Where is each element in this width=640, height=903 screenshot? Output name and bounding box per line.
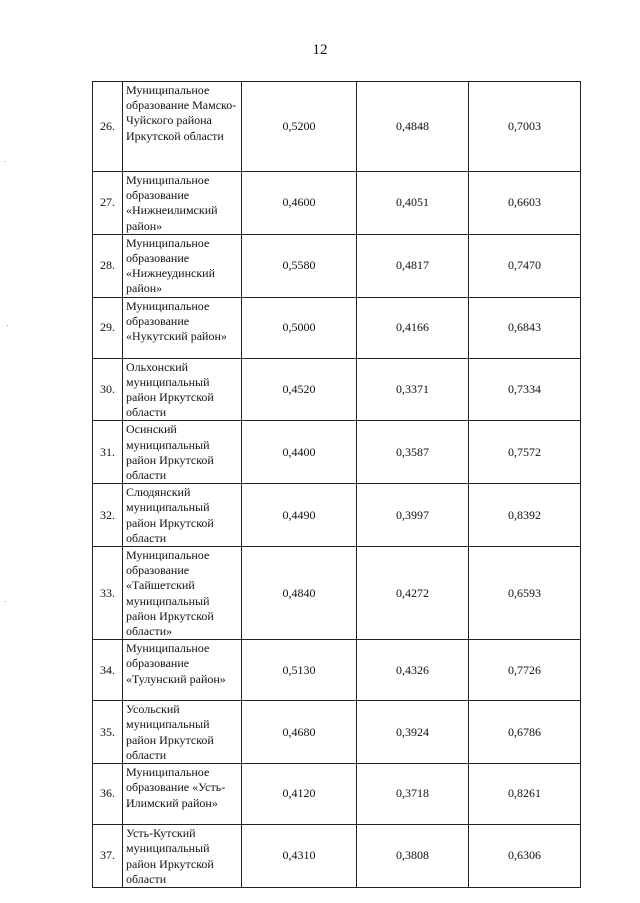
table-row [93, 764, 581, 825]
table-row [93, 484, 581, 547]
row-number: 32. [93, 484, 123, 547]
value-col-1: 0,4310 [242, 825, 357, 888]
value-col-2: 0,3997 [357, 484, 469, 547]
municipality-name: Усольский муниципальный район Иркутской области [123, 701, 242, 764]
value-col-1: 0,4520 [242, 358, 357, 421]
value-col-2: 0,3924 [357, 701, 469, 764]
row-number: 37. [93, 825, 123, 888]
value-col-2: 0,4848 [357, 82, 469, 172]
row-number: 35. [93, 701, 123, 764]
value-col-3: 0,6593 [469, 547, 581, 640]
value-col-2: 0,3808 [357, 825, 469, 888]
table-row [93, 358, 581, 421]
table-row [93, 172, 581, 235]
table-row [93, 825, 581, 888]
value-col-3: 0,6306 [469, 825, 581, 888]
value-col-2: 0,3371 [357, 358, 469, 421]
value-col-2: 0,4817 [357, 234, 469, 297]
value-col-3: 0,6843 [469, 297, 581, 358]
municipality-name: Муниципальное образование «Усть-Илимский район» [123, 764, 242, 825]
value-col-3: 0,7334 [469, 358, 581, 421]
scan-speck [5, 601, 6, 602]
municipality-name: Ольхонский муниципальный район Иркутской области [123, 358, 242, 421]
row-number: 28. [93, 234, 123, 297]
municipality-name: Муниципальное образование «Нижнеилимский район» [123, 172, 242, 235]
municipality-name: Слюдянский муниципальный район Иркутской области [123, 484, 242, 547]
value-col-1: 0,5200 [242, 82, 357, 172]
page-number: 12 [312, 42, 328, 58]
value-col-3: 0,8261 [469, 764, 581, 825]
table-row [93, 701, 581, 764]
value-col-1: 0,4680 [242, 701, 357, 764]
value-col-3: 0,7726 [469, 640, 581, 701]
row-number: 27. [93, 172, 123, 235]
value-col-2: 0,4272 [357, 547, 469, 640]
value-col-2: 0,4051 [357, 172, 469, 235]
table-row [93, 421, 581, 484]
value-col-3: 0,7003 [469, 82, 581, 172]
row-number: 26. [93, 82, 123, 172]
value-col-2: 0,4326 [357, 640, 469, 701]
municipality-name: Муниципальное образование «Нижнеудинский район» [123, 234, 242, 297]
value-col-2: 0,4166 [357, 297, 469, 358]
table-row [93, 234, 581, 297]
value-col-1: 0,5000 [242, 297, 357, 358]
value-col-1: 0,5130 [242, 640, 357, 701]
row-number: 36. [93, 764, 123, 825]
municipal-coefficients-table [92, 81, 581, 888]
value-col-3: 0,7470 [469, 234, 581, 297]
row-number: 34. [93, 640, 123, 701]
municipality-name: Осинский муниципальный район Иркутской области [123, 421, 242, 484]
row-number: 30. [93, 358, 123, 421]
value-col-3: 0,6603 [469, 172, 581, 235]
scan-speck [7, 325, 8, 326]
municipality-name: Усть-Кутский муниципальный район Иркутской области [123, 825, 242, 888]
table-row [93, 547, 581, 640]
row-number: 31. [93, 421, 123, 484]
value-col-1: 0,4120 [242, 764, 357, 825]
table-row [93, 640, 581, 701]
table-row [93, 297, 581, 358]
value-col-1: 0,4600 [242, 172, 357, 235]
value-col-1: 0,5580 [242, 234, 357, 297]
municipality-name: Муниципальное образование «Тайшетский муниципальный район Иркутской области» [123, 547, 242, 640]
value-col-2: 0,3587 [357, 421, 469, 484]
row-number: 29. [93, 297, 123, 358]
value-col-2: 0,3718 [357, 764, 469, 825]
value-col-1: 0,4400 [242, 421, 357, 484]
value-col-3: 0,6786 [469, 701, 581, 764]
value-col-3: 0,7572 [469, 421, 581, 484]
value-col-1: 0,4490 [242, 484, 357, 547]
municipality-name: Муниципальное образование «Тулунский район» [123, 640, 242, 701]
value-col-1: 0,4840 [242, 547, 357, 640]
municipality-name: Муниципальное образование Мамско-Чуйского района Иркутской области [123, 82, 242, 172]
value-col-3: 0,8392 [469, 484, 581, 547]
row-number: 33. [93, 547, 123, 640]
scan-speck [4, 161, 5, 162]
municipality-name: Муниципальное образование «Нукутский район» [123, 297, 242, 358]
table-row [93, 82, 581, 172]
